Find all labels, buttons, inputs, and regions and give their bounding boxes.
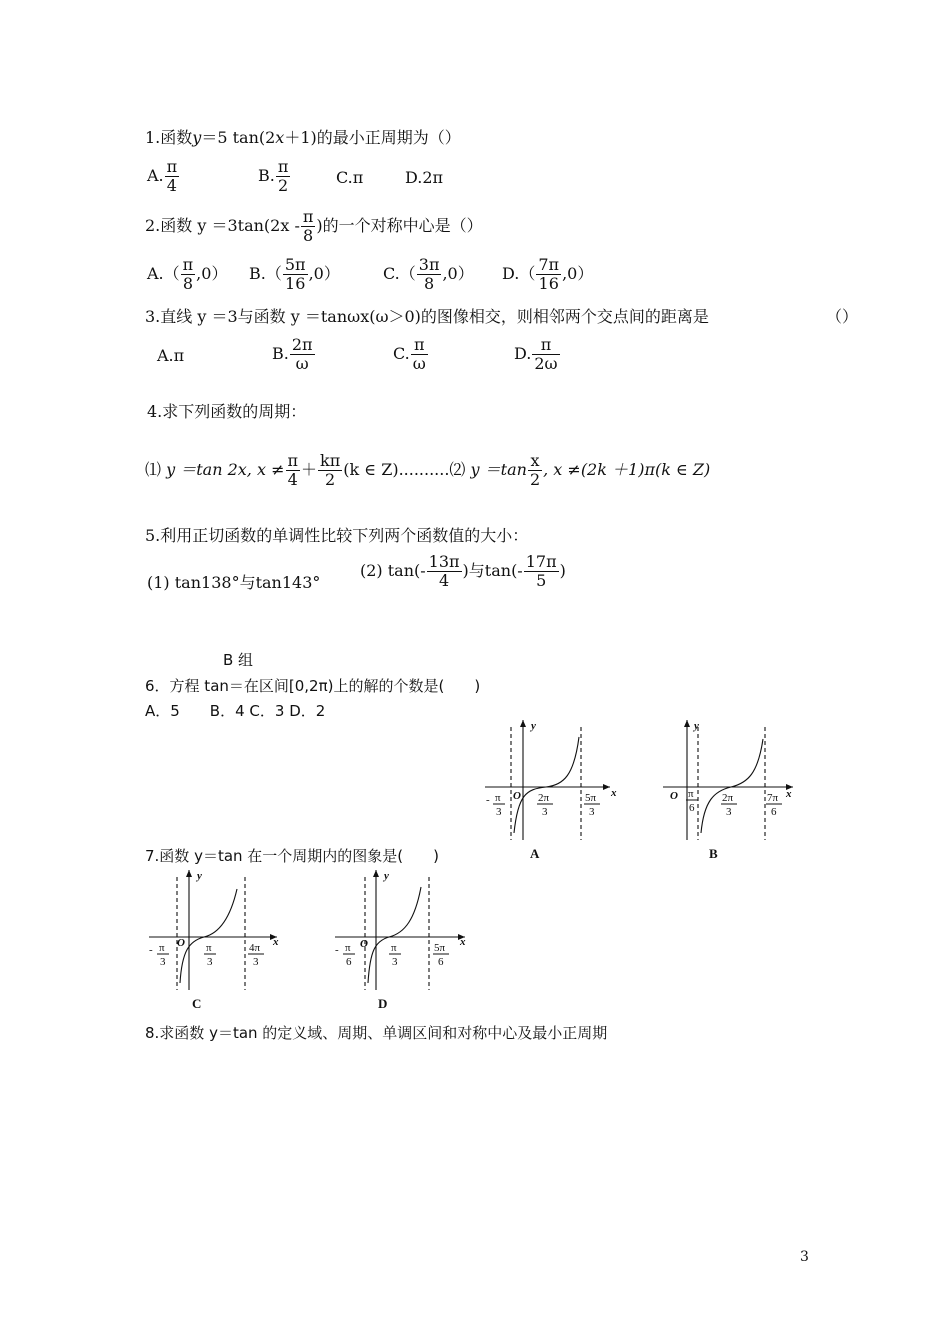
y-axis-label: y (197, 870, 202, 882)
right-tick-den: 6 (771, 806, 777, 818)
left-tick-sign: - (486, 794, 490, 806)
graph-c (145, 865, 290, 995)
mid-tick-num: 2π (722, 792, 734, 804)
left-tick-num: π (495, 792, 501, 804)
y-axis-label: y (694, 720, 699, 732)
x-axis-label: x (611, 787, 617, 799)
mid-tick-num: 2π (538, 792, 550, 804)
right-tick-num: 5π (434, 942, 446, 954)
x-axis-label: x (786, 788, 792, 800)
q8-stem: 8.求函数 y＝tan 的定义域、周期、单调区间和对称中心及最小正周期 (145, 1024, 608, 1042)
left-tick-sign: - (335, 944, 339, 956)
right-tick-den: 3 (253, 956, 259, 968)
graph-b (658, 715, 798, 845)
x-axis-label: x (460, 936, 466, 948)
q5-part-2: (2) tan(- $\frac{13\pi}{4}$ )与tan(- $\frac{17\pi}{5}$ ) (360, 552, 566, 590)
q2-option-d: D.（ $\frac{7\pi}{16}$ ,0） (502, 255, 594, 293)
origin-label: O (670, 790, 678, 802)
origin-label: O (360, 938, 368, 950)
q1-option-a: A. $\frac{\pi}{4}$ (147, 157, 178, 195)
tangent-curve (701, 739, 763, 833)
origin-label: O (177, 937, 185, 949)
graph-d (331, 865, 476, 995)
q5-stem: 5.利用正切函数的单调性比较下列两个函数值的大小： (145, 526, 529, 545)
left-tick-num: π (159, 942, 165, 954)
y-arrow-icon (373, 870, 379, 877)
graph-a-label: A (530, 846, 540, 861)
q5-part-1: (1) tan138°与tan143° (147, 573, 321, 592)
q7-stem: 7.函数 y＝tan 在一个周期内的图象是( ) (145, 847, 440, 865)
q1-option-d: D.2π (405, 168, 444, 187)
q1-option-c: C.π (336, 168, 364, 187)
q2-option-b: B.（ $\frac{5\pi}{16}$ ,0） (249, 255, 340, 293)
q6-stem: 6．方程 tan＝在区间[0,2π)上的解的个数是( ) (145, 677, 481, 695)
origin-label: O (513, 790, 521, 802)
mid-tick-num: π (391, 942, 397, 954)
left-tick-num: π (688, 788, 694, 800)
y-arrow-icon (684, 720, 690, 727)
right-tick-num: 5π (585, 792, 597, 804)
x-arrow-icon (603, 784, 610, 790)
mid-tick-den: 3 (207, 956, 213, 968)
y-axis-label: y (384, 870, 389, 882)
graph-c-label: C (192, 996, 202, 1011)
y-arrow-icon (520, 720, 526, 727)
left-tick-num: π (345, 942, 351, 954)
graph-b-label: B (709, 846, 718, 861)
q4-parts: ⑴ y ＝tan 2x, x ≠ $\frac{\pi}{4}$ ＋ $\frac{k\pi}{2}$ (k ∈ Z)..........⑵ y ＝tan $\frac{x}{2}$ , x ≠(2k ＋1)π(k ∈ Z) (145, 451, 711, 489)
q3-option-d: D. $\frac{\pi}{2\omega}$ (514, 335, 558, 373)
x-axis-label: x (273, 936, 279, 948)
graph-d-label: D (378, 996, 388, 1011)
group-b-heading: B 组 (223, 651, 254, 669)
left-tick-den: 3 (160, 956, 166, 968)
mid-tick-num: π (206, 942, 212, 954)
q3-stem: 3.直线 y ＝3与函数 y ＝tanωx(ω＞0)的图像相交，则相邻两个交点间的距离是 (145, 307, 709, 326)
q6-options: A．5 B．4 C．3 D．2 (145, 702, 326, 720)
mid-tick-den: 3 (392, 956, 398, 968)
right-tick-num: 7π (767, 792, 779, 804)
left-tick-den: 3 (496, 806, 502, 818)
q3-option-a: A.π (157, 346, 185, 365)
q1-option-b: B. $\frac{\pi}{2}$ (258, 157, 289, 195)
q3-option-b: B. $\frac{2\pi}{\omega}$ (272, 335, 313, 373)
q1-stem: 1.函数y＝5 tan(2x＋1)的最小正周期为（） (145, 128, 461, 147)
q2-option-c: C.（ $\frac{3\pi}{8}$ ,0） (383, 255, 474, 293)
q2-stem: 2.函数 y ＝3tan(2x - $\frac{\pi}{8}$ )的一个对称中心是（） (145, 207, 483, 245)
y-arrow-icon (186, 870, 192, 877)
right-tick-den: 3 (589, 806, 595, 818)
left-tick-den: 6 (689, 802, 695, 814)
right-tick-num: 4π (249, 942, 261, 954)
q3-answer-paren: （） (826, 307, 859, 326)
tangent-curve (514, 737, 579, 833)
graph-a (480, 715, 620, 845)
mid-tick-den: 3 (542, 806, 548, 818)
q2-option-a: A.（ $\frac{\pi}{8}$ ,0） (147, 255, 228, 293)
q3-option-c: C. $\frac{\pi}{\omega}$ (393, 335, 426, 373)
left-tick-den: 6 (346, 956, 352, 968)
mid-tick-den: 3 (726, 806, 732, 818)
q4-stem: 4.求下列函数的周期： (147, 402, 307, 421)
y-axis-label: y (531, 720, 536, 732)
right-tick-den: 6 (438, 956, 444, 968)
page-number: 3 (800, 1249, 809, 1265)
left-tick-sign: - (149, 944, 153, 956)
